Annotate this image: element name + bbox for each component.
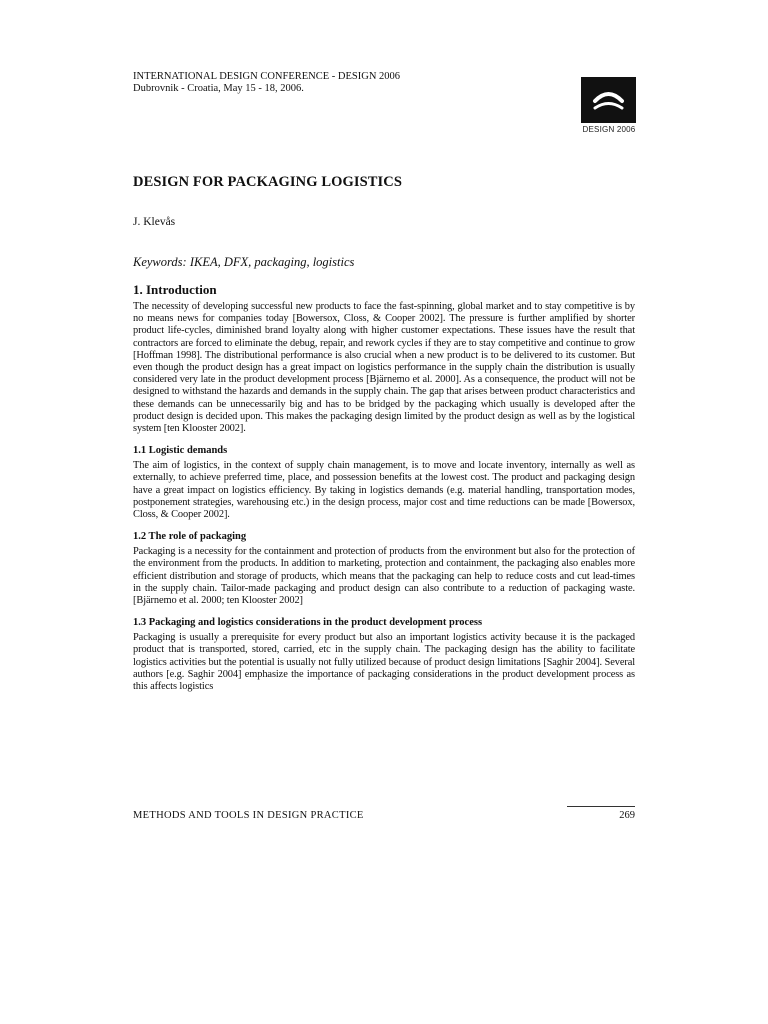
design-2006-logo-icon <box>581 77 636 123</box>
logo-caption: DESIGN 2006 <box>582 125 636 134</box>
page-number: 269 <box>619 810 635 821</box>
section-text-logistic-demands: The aim of logistics, in the context of supply chain management, is to move and locate inventory, internally as well as externally, to achieve preferred time, place, and possession benefits at the lowest cost. The product and packaging design have a great impact on logistics efficiency. By taking in logistics demands (e.g. material handling, transportation modes, postponement strategies, warehousing etc.) in the design process, major cost and time reductions can be made [Bowersox, Closs, & Cooper 2002]. <box>133 460 635 521</box>
conference-name: INTERNATIONAL DESIGN CONFERENCE - DESIGN 2006 <box>133 71 401 82</box>
footer-divider <box>567 806 635 807</box>
footer-section-title: METHODS AND TOOLS IN DESIGN PRACTICE <box>133 810 364 821</box>
section-heading-role-of-packaging: 1.2 The role of packaging <box>133 531 247 543</box>
section-text-packaging-considerations: Packaging is usually a prerequisite for every product but also an important logistics activity because it is the packaged product that is transported, stored, carried, etc in the supply chain. The packaging design has the ability to facilitate logistics activities but the potential is usually not fully utilized because of product design limitations [Saghir 2004]. Several authors [e.g. Saghir 2004] emphasize the importance of packaging considerations in the product development process as this affects logistics <box>133 632 635 693</box>
conference-location: Dubrovnik - Croatia, May 15 - 18, 2006. <box>133 83 304 94</box>
section-heading-logistic-demands: 1.1 Logistic demands <box>133 445 228 457</box>
body-content <box>133 282 635 693</box>
section-heading-packaging-considerations: 1.3 Packaging and logistics considerations in the product development process <box>133 617 483 629</box>
paper-title: DESIGN FOR PACKAGING LOGISTICS <box>133 174 403 190</box>
section-text-role-of-packaging: Packaging is a necessity for the containment and protection of products from the environment but also for the protection of the environment from the products. In addition to marketing, protection and containment, the packaging also enables more efficient distribution and storage of products, which means that the packaging can help to reduce costs and cut lead-times in the supply chain. Tailor-made packaging and product design can also contribute to a reduction of packaging waste. [Bjärnemo et al. 2000; ten Klooster 2002] <box>133 546 635 607</box>
section-text-introduction: The necessity of developing successful new products to face the fast-spinning, global market and to stay competitive is by no means news for companies today [Bowersox, Closs, & Cooper 2002]. The pressure is further amplified by shorter product life-cycles, diminished brand loyalty along with higher customer expectations. These issues have the result that contractors are forced to eliminate the debug, repair, and rework cycles if they are to stay competitive and continue to grow [Hoffman 1998]. The distributional performance is also crucial when a new product is to be delivered to its customer. But even though the product design has a great impact on logistics performance in the supply chain the distribution is usually considered very late in the product development process [Bjärnemo et al. 2000]. As a consequence, the product will not be designed to withstand the hazards and demands in the supply chain. The gap that arises between product characteristics and these demands can be unnecessarily big and has to be bridged by the packaging which usually is developed after the product design is decided upon. This makes the packaging design limited by the product design as well as by the logistical system [ten Klooster 2002]. <box>133 301 635 435</box>
keywords: Keywords: IKEA, DFX, packaging, logistics <box>133 255 355 269</box>
author: J. Klevås <box>133 216 176 228</box>
conference-header <box>133 71 553 95</box>
section-heading-introduction: 1. Introduction <box>133 282 217 297</box>
